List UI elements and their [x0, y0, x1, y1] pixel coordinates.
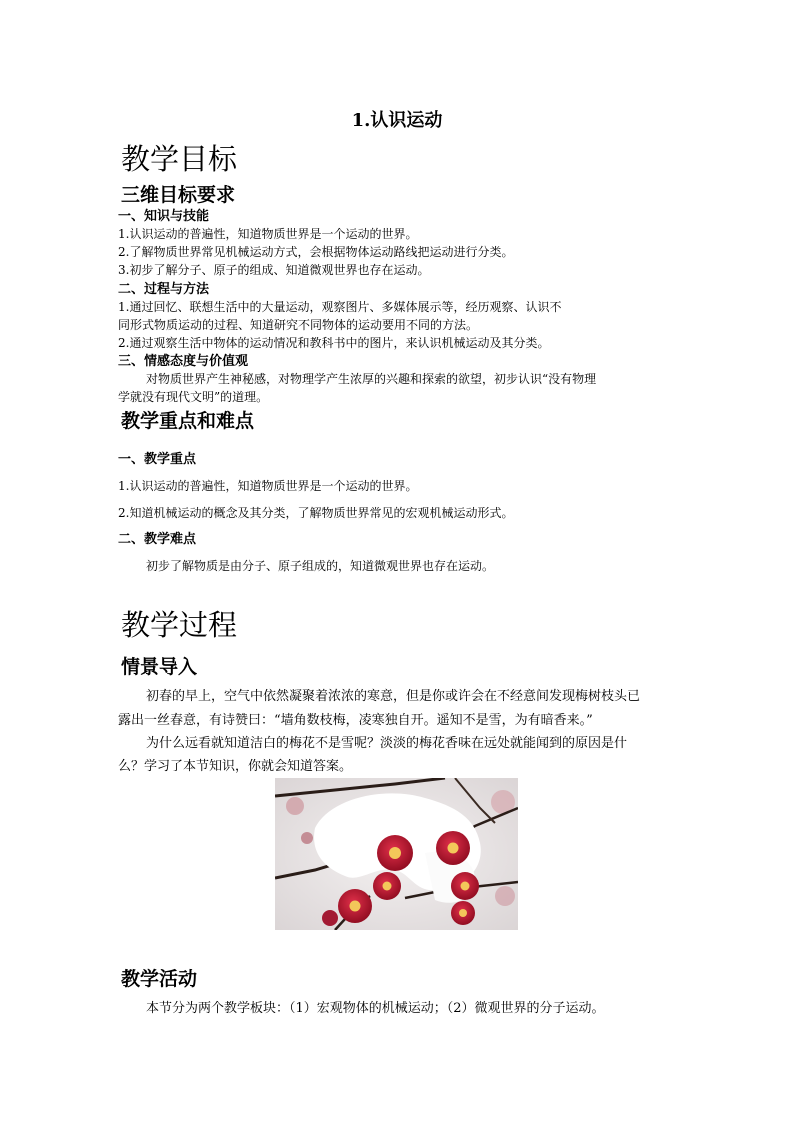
paragraph-line: 初春的早上，空气中依然凝聚着浓浓的寒意，但是你或许会在不经意间发现梅树枝头已 — [146, 689, 641, 704]
document-title: 1.认识运动 — [351, 110, 443, 131]
heading-teaching-goals: 教学目标 — [121, 142, 238, 176]
paragraph-line: 对物质世界产生神秘感，对物理学产生浓厚的兴趣和探索的欲望，初步认识“没有物理 — [146, 372, 597, 386]
subheading-key-point: 一、教学重点 — [118, 452, 197, 467]
subheading-teaching-activities: 教学活动 — [121, 968, 198, 990]
subheading-difficult-point: 二、教学难点 — [118, 532, 197, 547]
list-item: 2.知道机械运动的概念及其分类，了解物质世界常见的宏观机械运动形式。 — [118, 506, 514, 520]
list-item: 同形式物质运动的过程、知道研究不同物体的运动要用不同的方法。 — [118, 318, 479, 332]
list-item: 1.通过回忆、联想生活中的大量运动，观察图片、多媒体展示等，经历观察、认识不 — [118, 300, 562, 314]
subheading-knowledge-skills: 一、知识与技能 — [118, 209, 210, 224]
plum-blossom-snow-image — [275, 778, 518, 930]
subheading-process-methods: 二、过程与方法 — [118, 282, 210, 297]
paragraph-line: 么？学习了本节知识，你就会知道答案。 — [118, 759, 353, 774]
list-item: 2.了解物质世界常见机械运动方式，会根据物体运动路线把运动进行分类。 — [118, 245, 514, 259]
paragraph-line: 为什么远看就知道洁白的梅花不是雪呢？淡淡的梅花香味在远处就能闻到的原因是什 — [146, 736, 628, 751]
paragraph-line: 本节分为两个教学板块：（1）宏观物体的机械运动；（2）微观世界的分子运动。 — [146, 1001, 605, 1016]
list-item: 2.通过观察生活中物体的运动情况和教科书中的图片，来认识机械运动及其分类。 — [118, 336, 550, 350]
subheading-attitudes-values: 三、情感态度与价值观 — [118, 354, 249, 369]
heading-teaching-process: 教学过程 — [121, 608, 238, 642]
subheading-3d-goals: 三维目标要求 — [121, 184, 236, 206]
paragraph-line: 学就没有现代文明”的道理。 — [118, 390, 269, 404]
heading-key-points: 教学重点和难点 — [121, 410, 255, 432]
subheading-scene-intro: 情景导入 — [121, 656, 198, 678]
list-item: 1.认识运动的普遍性，知道物质世界是一个运动的世界。 — [118, 479, 418, 493]
list-item: 1.认识运动的普遍性，知道物质世界是一个运动的世界。 — [118, 227, 418, 241]
list-item: 3.初步了解分子、原子的组成、知道微观世界也存在运动。 — [118, 263, 430, 277]
paragraph-line: 初步了解物质是由分子、原子组成的，知道微观世界也存在运动。 — [146, 559, 495, 573]
paragraph-line: 露出一丝春意，有诗赞曰：“墙角数枝梅，凌寒独自开。遥知不是雪，为有暗香来。” — [118, 713, 593, 728]
